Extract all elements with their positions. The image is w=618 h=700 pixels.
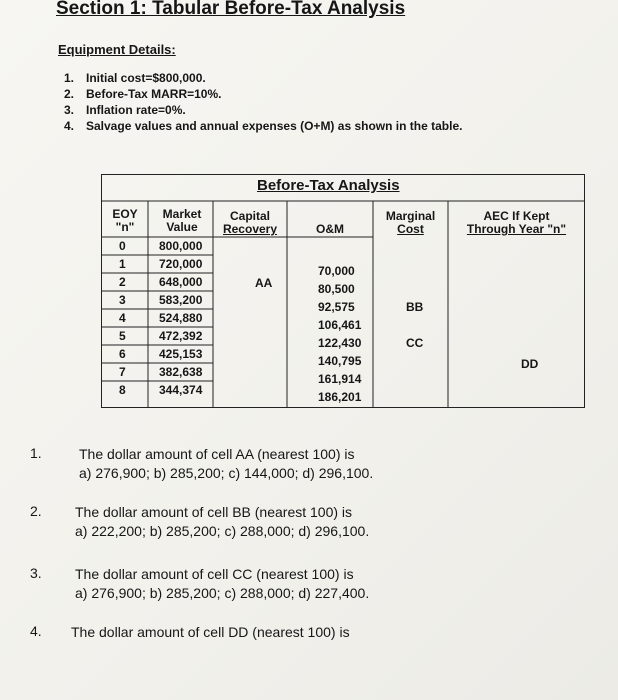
section-title: Section 1: Tabular Before-Tax Analysis [56, 0, 406, 19]
market-value-cell: 472,392 [159, 329, 203, 343]
eoy-cell: 7 [119, 365, 126, 379]
market-value-cell: 382,638 [159, 365, 203, 379]
eoy-cell: 8 [119, 383, 126, 397]
header-capital-recovery: Capital Recovery [222, 209, 278, 236]
equipment-details-list [64, 70, 462, 134]
header-market-value: Market Value [162, 207, 202, 234]
header-om: O&M [316, 222, 344, 236]
market-value-cell: 344,374 [159, 383, 203, 397]
eoy-cell: 1 [119, 257, 126, 271]
om-cell: 161,914 [318, 372, 362, 386]
cell-bb-label: BB [406, 300, 424, 314]
eoy-cell: 0 [119, 239, 126, 253]
eoy-cell: 5 [119, 329, 126, 343]
cell-dd-label: DD [521, 357, 539, 371]
document-page: Section 1: Tabular Before-Tax Analysis Equipment Details: 1. Initial cost=$800,000. 2. Before-Tax MARR=10%. 3. Inflation rate=0%. 4. Salvage values and annual expenses (O+M) as shown in the table. Before-Tax Analysis EOY "n" Market Value Capital Recovery O&M Marginal Cost AEC If Kept Through Year "n" 0 800,000 1 720,000 70,000 2 648,000 80,500 3 583,200 92,575 4 524,880 106,461 5 472,392 122,430 6 425,153 140,795 7 382,638 161,914 8 344,374 186,201 AA BB CC DD 1. The dollar amount of cell AA (nearest 100) is a) 276,900; b) 285,200; c) 144,000; d) 296,100. 2. The dollar amount of cell BB (nearest 100) is a) 222,200; b) 285,200; c) 288,000; d) 296,100. 3. The dollar amount of cell CC (nearest 100) is a) 276,900; b) 285,200; c) 288,000; d) 227,400. 4. The dollar amount of cell DD (nearest 100) is [0, 0, 618, 700]
market-value-cell: 425,153 [159, 347, 203, 361]
equipment-details-heading: Equipment Details: [58, 42, 176, 57]
eoy-cell: 2 [119, 275, 126, 289]
header-aec: AEC If Kept Through Year "n" [466, 209, 567, 236]
detail-item: 3. Inflation rate=0%. [64, 103, 186, 117]
cell-cc-label: CC [406, 336, 424, 350]
header-marginal-cost: Marginal Cost [385, 209, 436, 236]
om-cell: 80,500 [318, 282, 355, 296]
header-eoy: EOY "n" [112, 207, 138, 234]
om-cell: 122,430 [318, 336, 362, 350]
om-cell: 106,461 [318, 318, 362, 332]
om-cell: 70,000 [318, 264, 355, 278]
detail-item: 1. Initial cost=$800,000. [64, 71, 206, 85]
market-value-cell: 720,000 [159, 257, 203, 271]
eoy-cell: 4 [119, 311, 126, 325]
detail-item: 2. Before-Tax MARR=10%. [64, 87, 222, 101]
cell-aa-label: AA [255, 276, 273, 290]
om-cell: 140,795 [318, 354, 362, 368]
table-title: Before-Tax Analysis [257, 177, 400, 194]
market-value-cell: 524,880 [159, 311, 203, 325]
om-cell: 186,201 [318, 390, 362, 404]
market-value-cell: 800,000 [159, 239, 203, 253]
market-value-cell: 648,000 [159, 275, 203, 289]
eoy-cell: 6 [119, 347, 126, 361]
detail-item: 4. Salvage values and annual expenses (O+M) as shown in the table. [64, 119, 463, 133]
eoy-cell: 3 [119, 293, 126, 307]
market-value-cell: 583,200 [159, 293, 203, 307]
om-cell: 92,575 [318, 300, 355, 314]
